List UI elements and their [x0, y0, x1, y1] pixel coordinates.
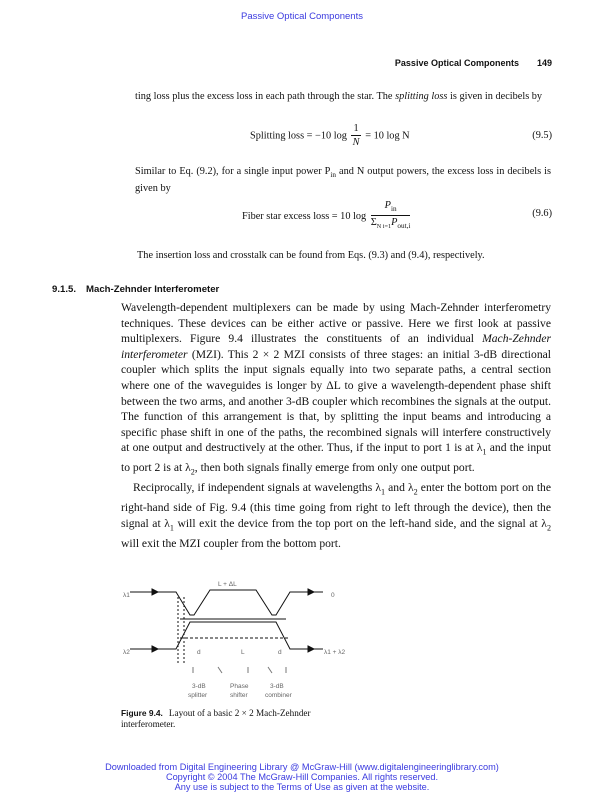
equation-9-6: Fiber star excess loss = 10 log $\frac{P_{in}}{\Sigma_{N i=1}P_{out,i}}$ — [242, 200, 412, 233]
equation-fraction: $\frac{P_{in}}{\Sigma_{N i=1}P_{out,i}}$ — [370, 200, 411, 231]
body-paragraph-2: Reciprocally, if independent signals at wavelengths $\lambda_1$ and $\lambda_2$ enter the bottom port on the right-hand side of Fig. 9.4 (this time going from right to left through the device), then the signal at $\lambda_1$ will exit the device from the top port on the left-hand side, and the signal at $\lambda_2$ will exit the MZI coupler from the bottom port. — [121, 481, 551, 550]
page-number: 149 — [536, 58, 552, 68]
header-banner[interactable]: Passive Optical Components — [241, 11, 363, 22]
figure-stage3-label: 3-dB — [270, 683, 284, 690]
body-paragraph-1: Wavelength-dependent multiplexers can be made by using Mach-Zehnder interferometry techniques. These devices can be either active or passive. Here we first look at passive multiplexers. Figure 9.4 illustrates the constituents of an individual Mach-Zehnder interferometer (MZI). This 2 × 2 MZI consists of three stages: an initial 3-dB directional coupler which splits the input signals equally into two separate paths, a central section where one of the waveguides is longer by ΔL to give a wavelength-dependent phase shift between the two arms, and another 3-dB coupler which recombines the signals at the output. The function of this arrangement is that, by splitting the input beams and introducing a specific phase shift in one of the paths, the recombined signals will interfere constructively at one output and destructively at the other. Thus, if the input to port 1 is at $\lambda_1$ and the input to port 2 is at $\lambda_2$, then both signals finally emerge from only one output port. — [121, 301, 551, 477]
figure-label-input-bottom: λ2 — [123, 649, 130, 656]
body-text — [121, 300, 551, 551]
figure-stage3-label-2: combiner — [265, 692, 292, 699]
intro-paragraph-1: ting loss plus the excess loss in each path through the star. The splitting loss is given in decibels by — [135, 91, 543, 102]
figure-bottom-waveguide — [130, 622, 323, 649]
figure-segment-d2: d — [278, 649, 282, 656]
figure-segment-L: L — [241, 649, 245, 656]
figure-segment-d1: d — [197, 649, 201, 656]
figure-arrow-out-bottom — [308, 646, 314, 652]
section-heading: 9.1.5. Mach-Zehnder Interferometer — [52, 284, 220, 295]
figure-stage2-label-2: shifter — [230, 692, 248, 699]
figure-label-long-arm: L + ΔL — [218, 581, 237, 588]
figure-caption: Figure 9.4. Layout of a basic 2 × 2 Mach-Zehnder interferometer. — [121, 708, 311, 729]
figure-label-output-top: 0 — [331, 592, 335, 599]
figure-arrow-in-bottom — [152, 646, 158, 652]
footer-terms-link[interactable]: Any use is subject to the Terms of Use as given at the website. — [174, 782, 430, 792]
running-head — [395, 58, 552, 68]
equation-9-5: Splitting loss = −10 log $\frac{1}{N}$ = 10 log N — [250, 123, 410, 148]
intro-paragraph-3: The insertion loss and crosstalk can be found from Eqs. (9.3) and (9.4), respectively. — [137, 250, 485, 261]
equation-label-9-5: (9.5) — [532, 130, 552, 141]
figure-arrow-out-top — [308, 589, 314, 595]
figure-stage1-label-2: splitter — [188, 692, 208, 699]
equation-fraction: $\frac{1}{N}$ — [352, 123, 360, 148]
figure-arrow-in-top — [152, 589, 158, 595]
equation-label-9-6: (9.6) — [532, 208, 552, 219]
mzi-figure — [118, 575, 368, 705]
footer-download-link[interactable]: Downloaded from Digital Engineering Library @ McGraw-Hill (www.digitalengineeringlibrary.com) — [105, 762, 499, 772]
figure-stage2-label: Phase — [230, 683, 249, 690]
figure-label-output-bottom: λ1 + λ2 — [324, 649, 346, 656]
figure-stage1-label: 3-dB — [192, 683, 206, 690]
figure-label-input-top: λ1 — [123, 592, 130, 599]
running-title: Passive Optical Components — [394, 58, 519, 68]
figure-stage-markers — [193, 667, 286, 673]
intro-paragraph-2: Similar to Eq. (9.2), for a single input power $P_{in}$ and N output powers, the excess loss in decibels is given by — [135, 166, 551, 195]
figure-top-waveguide — [130, 590, 323, 615]
footer-copyright: Copyright © 2004 The McGraw-Hill Companies. All rights reserved. — [165, 772, 439, 782]
